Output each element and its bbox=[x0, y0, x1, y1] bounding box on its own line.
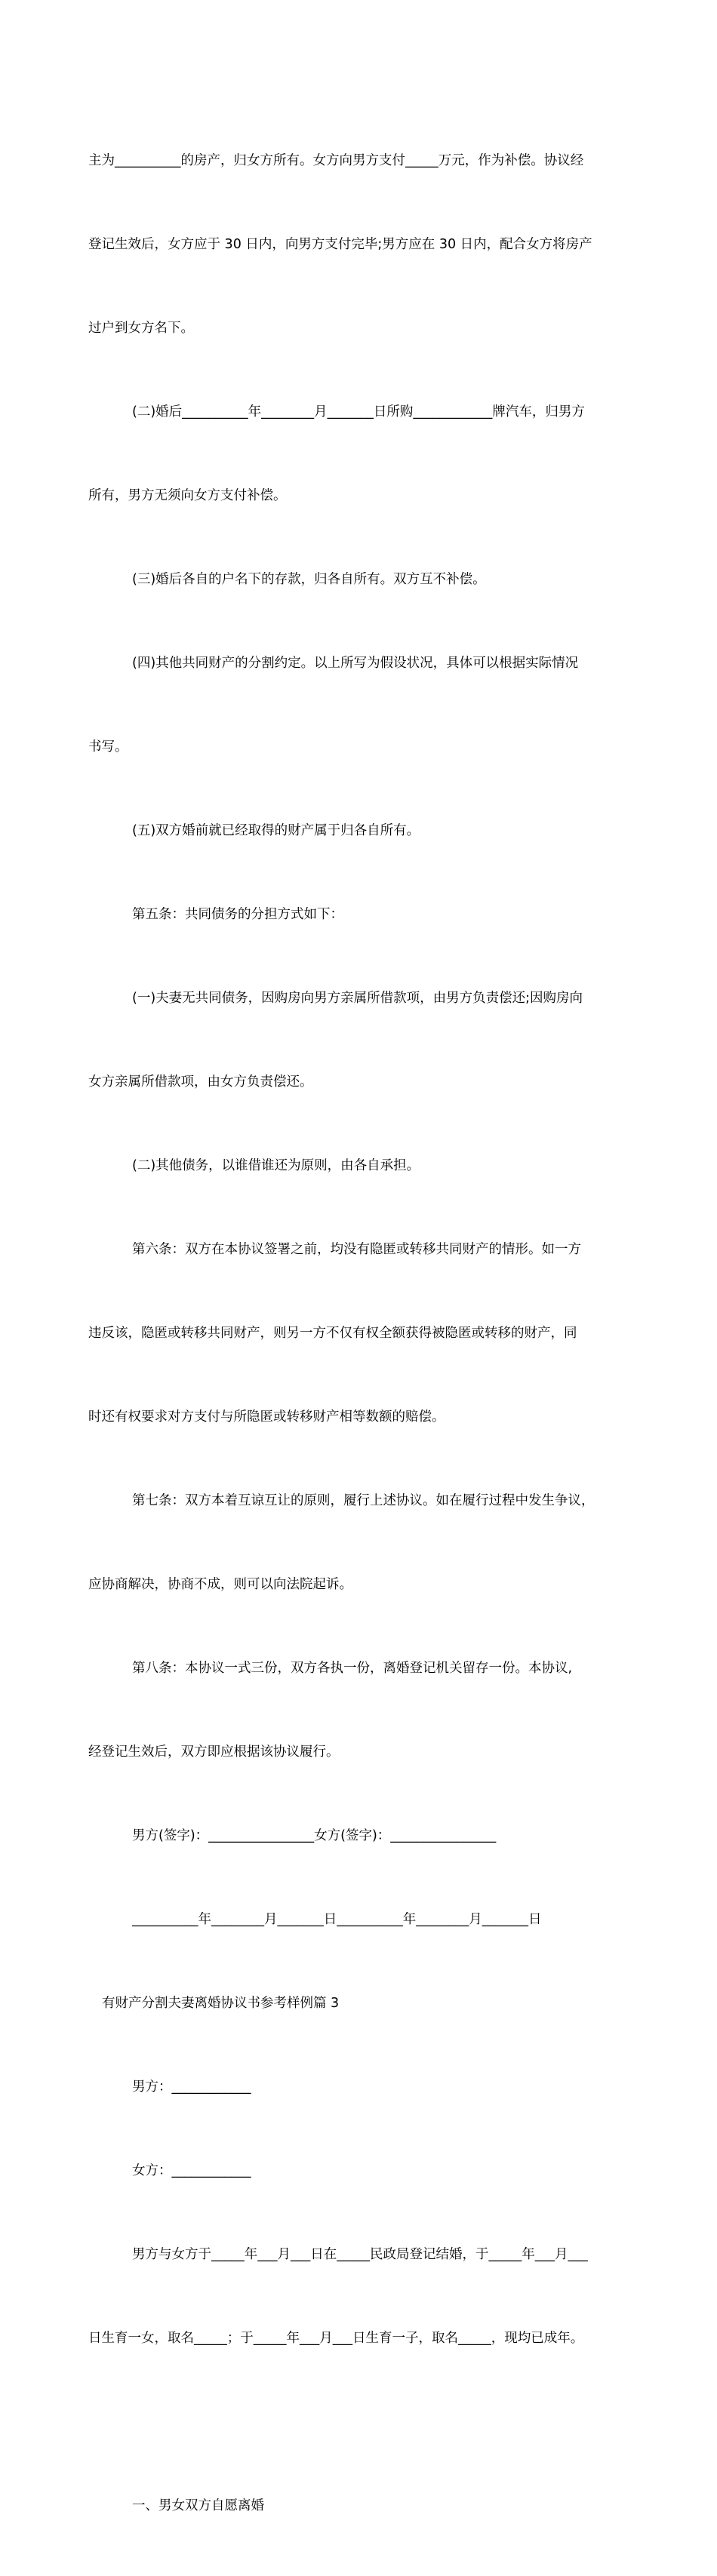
text-line: (五)双方婚前就已经取得的财产属于归各自所有。 bbox=[132, 823, 420, 838]
text-line: 女方：____________ bbox=[132, 2163, 251, 2178]
text-line: (四)其他共同财产的分割约定。以上所写为假设状况，具体可以根据实际情况 bbox=[132, 656, 579, 671]
text-line: 男方与女方于_____年___月___日在_____民政局登记结婚，于_____年___月___ bbox=[132, 2247, 588, 2262]
text-line: (一)夫妻无共同债务，因购房向男方亲属所借款项，由男方负责偿还;因购房向 bbox=[132, 991, 583, 1006]
text-line: 第七条：双方本着互谅互让的原则，履行上述协议。如在履行过程中发生争议， bbox=[132, 1493, 595, 1508]
text-line: 女方亲属所借款项，由女方负责偿还。 bbox=[88, 1074, 313, 1090]
text-line: 违反该，隐匿或转移共同财产，则另一方不仅有权全额获得被隐匿或转移的财产，同 bbox=[88, 1326, 577, 1341]
text-line: (三)婚后各自的户名下的存款，归各自所有。双方互不补偿。 bbox=[132, 572, 486, 587]
text-line: 第五条：共同债务的分担方式如下： bbox=[132, 907, 343, 922]
section-heading: 有财产分割夫妻离婚协议书参考样例篇 3 bbox=[102, 1996, 340, 2011]
text-line: 经登记生效后，双方即应根据该协议履行。 bbox=[88, 1744, 340, 1760]
text-line: 书写。 bbox=[88, 739, 128, 755]
text-line: 过户到女方名下。 bbox=[88, 321, 194, 336]
text-line: (二)其他债务，以谁借谁还为原则，由各自承担。 bbox=[132, 1158, 420, 1173]
paragraph-gap bbox=[88, 2408, 633, 2436]
text-line: (二)婚后__________年________月_______日所购____________牌汽车，归男方 bbox=[132, 404, 585, 420]
text-line: 第六条：双方在本协议签署之前，均没有隐匿或转移共同财产的情形。如一方 bbox=[132, 1242, 581, 1257]
text-line: 日生育一女，取名_____；于_____年___月___日生育一子，取名_____，现均已成年。 bbox=[88, 2331, 584, 2346]
date-line: __________年________月_______日__________年________月_______日 bbox=[132, 1912, 542, 1927]
document-body bbox=[88, 91, 633, 2576]
text-line: 所有，男方无须向女方支付补偿。 bbox=[88, 488, 287, 503]
text-line: 应协商解决，协商不成，则可以向法院起诉。 bbox=[88, 1577, 352, 1592]
text-line: 登记生效后，女方应于 30 日内，向男方支付完毕;男方应在 30 日内，配合女方将房产 bbox=[88, 237, 592, 252]
section-heading: 一、男女双方自愿离婚 bbox=[132, 2498, 264, 2513]
text-line: 第八条：本协议一式三份，双方各执一份，离婚登记机关留存一份。本协议, bbox=[132, 1661, 573, 1676]
text-line: 主为__________的房产，归女方所有。女方向男方支付_____万元，作为补偿。协议经 bbox=[88, 153, 584, 168]
text-line: 时还有权要求对方支付与所隐匿或转移财产相等数额的赔偿。 bbox=[88, 1409, 445, 1425]
signature-line: 男方(签字)：________________女方(签字)：________________ bbox=[132, 1828, 497, 1843]
text-line: 男方：____________ bbox=[132, 2080, 251, 2095]
